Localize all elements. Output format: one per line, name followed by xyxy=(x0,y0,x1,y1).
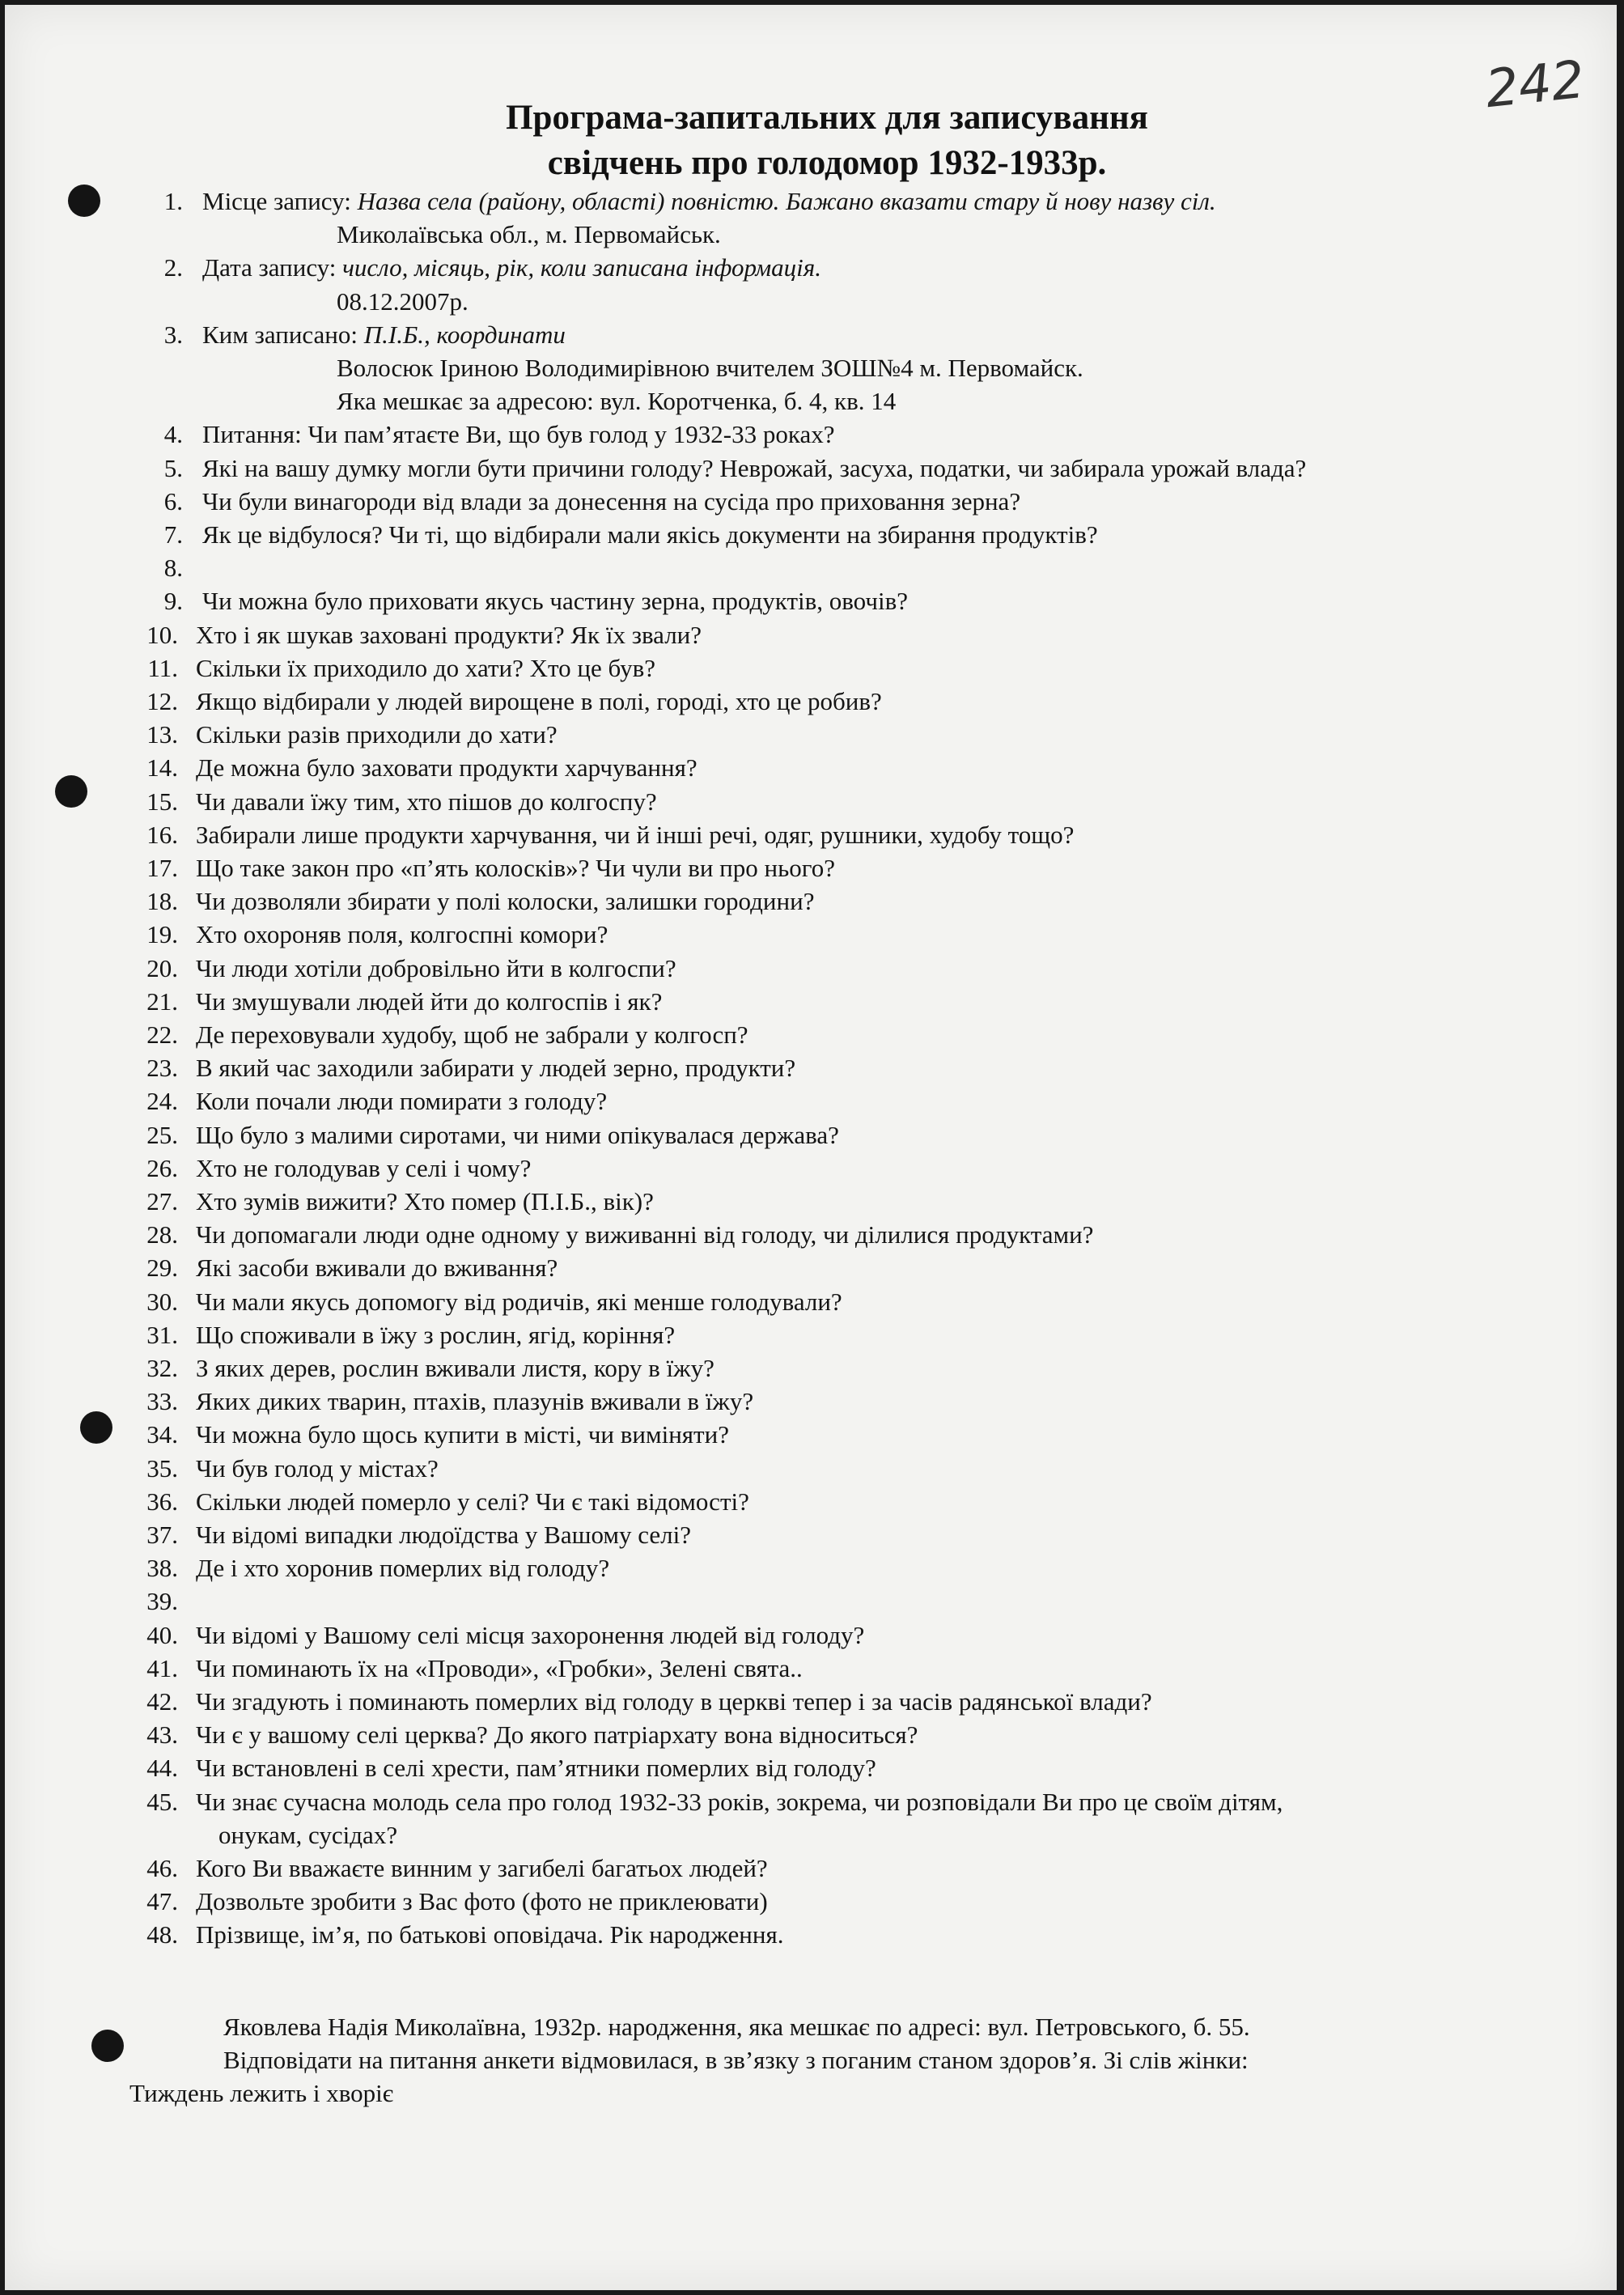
question-text xyxy=(196,1653,803,1684)
question-text xyxy=(196,1120,839,1151)
question-number: 40. xyxy=(146,1620,178,1649)
question-text xyxy=(196,1487,749,1517)
question-text xyxy=(196,886,814,917)
question-number: 15. xyxy=(146,787,178,816)
question-number: 6. xyxy=(163,486,183,515)
question-text xyxy=(196,1320,675,1351)
question-number: 47. xyxy=(146,1887,178,1916)
question-text xyxy=(196,953,676,984)
question-text xyxy=(196,1920,784,1950)
question-label: З яких дерев, рослин вживали листя, кору в їжу? xyxy=(196,1354,714,1382)
question-text xyxy=(196,1053,795,1084)
question-number: 10. xyxy=(146,620,178,649)
question-text xyxy=(196,1287,842,1317)
question-number: 17. xyxy=(146,854,178,882)
handwritten-answer: Яка мешкає за адресою: вул. Коротченка, б. 4, кв. 14 xyxy=(337,387,897,416)
question-text xyxy=(196,1419,729,1450)
question-label: Де можна було заховати продукти харчування? xyxy=(196,753,698,783)
question-text xyxy=(202,320,566,350)
question-label: Що споживали в їжу з рослин, ягід, коріння? xyxy=(196,1320,676,1349)
question-text xyxy=(196,1253,558,1283)
title-line-1: Програма-запитальних для записування xyxy=(506,99,1148,137)
question-number: 41. xyxy=(146,1653,178,1682)
question-label: Де переховували худобу, щоб не забрали у колгосп? xyxy=(196,1020,748,1049)
question-number: 20. xyxy=(146,953,178,982)
question-text xyxy=(196,1153,531,1184)
question-text xyxy=(196,1186,654,1217)
question-number: 42. xyxy=(146,1687,178,1716)
question-label: Чи знає сучасна молодь села про голод 1932-33 років, зокрема, чи розповідали Ви про це своїм дітям, xyxy=(196,1787,1283,1816)
question-label: Яких диких тварин, птахів, плазунів вживали в їжу? xyxy=(196,1387,754,1416)
question-number: 37. xyxy=(146,1521,178,1549)
question-number: 7. xyxy=(163,520,183,549)
question-number: 21. xyxy=(146,986,178,1016)
question-text xyxy=(196,1453,439,1484)
question-number: 43. xyxy=(146,1720,178,1750)
question-number: 4. xyxy=(163,420,183,449)
question-text xyxy=(196,1020,748,1050)
question-number: 8. xyxy=(163,554,183,583)
question-label: Чи дозволяли збирати у полі колоски, залишки городини? xyxy=(196,887,815,916)
question-number: 1. xyxy=(163,187,183,215)
question-label: Чи відомі у Вашому селі місця захоронення людей від голоду? xyxy=(196,1620,865,1649)
question-text xyxy=(196,1753,876,1784)
question-label: Якщо відбирали у людей вирощене в полі, городі, хто це робив? xyxy=(196,687,882,715)
question-label: Ким записано: xyxy=(202,320,364,349)
handwritten-answer: 08.12.2007р. xyxy=(337,286,469,316)
question-label: Прізвище, ім’я, по батькові оповідача. Рік народження. xyxy=(196,1920,784,1949)
question-text xyxy=(196,1620,864,1651)
question-text xyxy=(196,1686,1152,1717)
question-number: 18. xyxy=(146,887,178,916)
question-text xyxy=(196,653,655,684)
question-hint: П.І.Б., координати xyxy=(363,320,566,349)
question-number: 45. xyxy=(146,1787,178,1816)
question-label: Чи згадують і поминають померлих від голоду в церкві тепер і за часів радянської влади? xyxy=(196,1687,1152,1716)
title-line-2: свідчень про голодомор 1932-1933р. xyxy=(547,144,1107,182)
question-number: 19. xyxy=(146,920,178,949)
question-number: 30. xyxy=(146,1287,178,1316)
handwritten-answer: Миколаївська обл., м. Первомайськ. xyxy=(337,220,721,249)
question-label: Що було з малими сиротами, чи ними опікувалася держава? xyxy=(196,1120,839,1149)
question-label: Що таке закон про «п’ять колосків»? Чи чули ви про нього? xyxy=(196,854,835,882)
question-number: 2. xyxy=(163,253,183,282)
question-number: 26. xyxy=(146,1153,178,1182)
question-label: Місце запису: xyxy=(202,187,358,215)
question-text xyxy=(196,820,1074,851)
question-number: 38. xyxy=(146,1554,178,1583)
punch-hole xyxy=(91,2030,124,2062)
question-text xyxy=(196,1886,768,1917)
footer-line-2: Відповідати на питання анкети відмовилася, в зв’язку з поганим станом здоров’я. Зі слів жінки: xyxy=(223,2046,1249,2074)
question-number: 44. xyxy=(146,1754,178,1783)
question-text xyxy=(196,1220,1093,1250)
question-number: 25. xyxy=(146,1120,178,1149)
question-text xyxy=(202,520,1098,550)
question-number: 16. xyxy=(146,820,178,849)
question-label: Кого Ви вважаєте винним у загибелі багатьох людей? xyxy=(196,1854,768,1882)
question-label: Чи встановлені в селі хрести, пам’ятники померлих від голоду? xyxy=(196,1754,876,1783)
question-text xyxy=(196,919,608,950)
footer-line-1: Яковлева Надія Миколаївна, 1932р. народження, яка мешкає по адресі: вул. Петровського, б. 55. xyxy=(223,2013,1250,2041)
question-number: 39. xyxy=(146,1587,178,1616)
handwritten-answer: Волосюк Іриною Володимирівною вчителем ЗОШ№4 м. Первомайск. xyxy=(337,354,1083,382)
question-hint: число, місяць, рік, коли записана інформація. xyxy=(342,253,821,282)
question-text xyxy=(196,1520,691,1551)
handwritten-page-number: 242 xyxy=(1482,49,1588,121)
question-text xyxy=(196,1787,1283,1818)
question-label: Хто не голодував у селі і чому? xyxy=(196,1153,532,1182)
question-text xyxy=(196,686,882,717)
question-label: Забирали лише продукти харчування, чи й інші речі, одяг, рушники, худобу тощо? xyxy=(196,820,1075,849)
question-label: Хто і як шукав заховані продукти? Як їх звали? xyxy=(196,620,702,649)
question-number: 28. xyxy=(146,1220,178,1249)
question-text xyxy=(196,620,702,651)
question-number: 9. xyxy=(163,587,183,616)
question-text xyxy=(196,1853,768,1884)
question-label: Чи змушували людей йти до колгоспів і як? xyxy=(196,986,663,1016)
question-number: 36. xyxy=(146,1487,178,1516)
question-text xyxy=(196,719,558,750)
question-number: 48. xyxy=(146,1920,178,1949)
question-number: 31. xyxy=(146,1320,178,1349)
question-number: 22. xyxy=(146,1020,178,1049)
question-label: В який час заходили забирати у людей зерно, продукти? xyxy=(196,1054,796,1083)
question-label: Чи поминають їх на «Проводи», «Гробки», Зелені свята.. xyxy=(196,1653,803,1682)
question-label: Хто охороняв поля, колгоспні комори? xyxy=(196,920,608,949)
question-number: 35. xyxy=(146,1453,178,1483)
question-label: Чи можна було щось купити в місті, чи виміняти? xyxy=(196,1420,729,1449)
question-label: Чи допомагали люди одне одному у виживанні від голоду, чи ділилися продуктами? xyxy=(196,1220,1094,1249)
question-label: Питання: Чи пам’ятаєте Ви, що був голод у 1932-33 роках? xyxy=(202,420,835,449)
question-label: Хто зумів вижити? Хто помер (П.І.Б., вік)? xyxy=(196,1187,654,1215)
question-label: Чи можна було приховати якусь частину зерна, продуктів, овочів? xyxy=(202,587,908,616)
question-number: 34. xyxy=(146,1420,178,1449)
footer-line-3: Тиждень лежить і хворіє xyxy=(129,2079,394,2107)
question-number: 29. xyxy=(146,1254,178,1283)
question-text xyxy=(196,1086,607,1117)
question-number: 27. xyxy=(146,1187,178,1215)
question-label: Які на вашу думку могли бути причини голоду? Неврожай, засуха, податки, чи забирала урожай влада? xyxy=(202,453,1307,482)
question-label: Чи давали їжу тим, хто пішов до колгоспу? xyxy=(196,787,657,816)
document-title xyxy=(5,95,1617,186)
question-text xyxy=(196,753,698,783)
question-number: 11. xyxy=(147,653,178,682)
question-text xyxy=(196,787,657,817)
question-label: Чи був голод у містах? xyxy=(196,1453,439,1483)
question-text xyxy=(196,853,835,884)
question-text xyxy=(202,186,1216,217)
question-label: Скільки людей померло у селі? Чи є такі відомості? xyxy=(196,1487,749,1516)
question-label: Чи люди хотіли добровільно йти в колгоспи? xyxy=(196,953,676,982)
question-hint: Назва села (району, області) повністю. Бажано вказати стару й нову назву сіл. xyxy=(357,187,1216,215)
question-number: 32. xyxy=(146,1354,178,1382)
question-label: Чи були винагороди від влади за донесення на сусіда про приховання зерна? xyxy=(202,486,1021,515)
question-text xyxy=(196,1386,753,1417)
punch-hole xyxy=(80,1411,112,1444)
question-text xyxy=(202,586,908,617)
question-text xyxy=(202,252,821,283)
question-text xyxy=(202,419,834,450)
question-number: 13. xyxy=(146,720,178,749)
question-number: 5. xyxy=(163,453,183,482)
question-label: Коли почали люди помирати з голоду? xyxy=(196,1087,608,1116)
question-label: Скільки разів приходили до хати? xyxy=(196,720,558,749)
question-label: Чи відомі випадки людоїдства у Вашому селі? xyxy=(196,1521,691,1549)
question-label: Скільки їх приходило до хати? Хто це був? xyxy=(196,653,655,682)
question-text xyxy=(196,1353,714,1384)
question-text xyxy=(202,453,1306,484)
question-number: 24. xyxy=(146,1087,178,1116)
punch-hole xyxy=(68,185,100,217)
question-label: Чи мали якусь допомогу від родичів, які менше голодували? xyxy=(196,1287,842,1316)
question-label: Які засоби вживали до вживання? xyxy=(196,1254,558,1283)
question-continuation: онукам, сусідах? xyxy=(218,1820,398,1849)
question-text xyxy=(196,1553,609,1584)
question-number: 12. xyxy=(146,687,178,715)
question-number: 46. xyxy=(146,1854,178,1882)
question-label: Де і хто хоронив померлих від голоду? xyxy=(196,1554,610,1583)
question-number: 14. xyxy=(146,753,178,783)
question-number: 33. xyxy=(146,1387,178,1416)
question-text xyxy=(196,1720,918,1750)
question-label: Як це відбулося? Чи ті, що відбирали мали якісь документи на збирання продуктів? xyxy=(202,520,1098,549)
question-text xyxy=(196,986,662,1017)
question-text xyxy=(202,486,1020,517)
question-label: Чи є у вашому селі церква? До якого патріархату вона відноситься? xyxy=(196,1720,918,1750)
punch-hole xyxy=(55,775,87,808)
question-label: Дозвольте зробити з Вас фото (фото не приклеювати) xyxy=(196,1887,768,1916)
document-page xyxy=(5,5,1617,2290)
question-number: 23. xyxy=(146,1054,178,1083)
question-number: 3. xyxy=(163,320,183,349)
question-label: Дата запису: xyxy=(202,253,343,282)
